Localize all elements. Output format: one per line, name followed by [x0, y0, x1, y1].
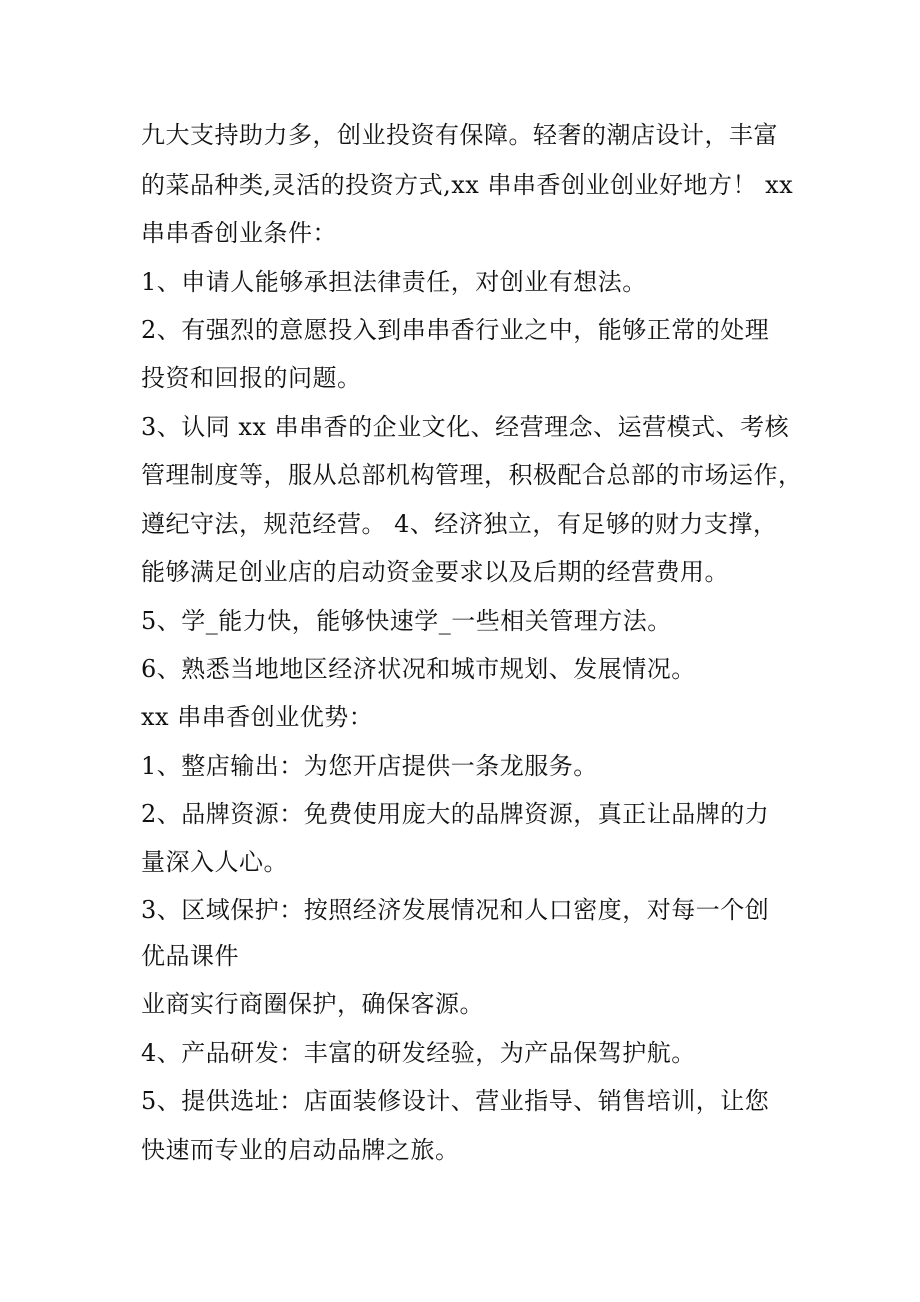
text-line: 串串香创业条件： [141, 219, 337, 247]
text-line: 6、熟悉当地地区经济状况和城市规划、发展情况。 [141, 655, 696, 683]
text-line: xx 串串香创业优势： [141, 703, 374, 731]
text-line: 2、有强烈的意愿投入到串串香行业之中，能够正常的处理 [141, 316, 770, 344]
footer-label: 优品课件 [141, 942, 239, 970]
text-line: 3、认同 xx 串串香的企业文化、经营理念、运营模式、考核 [141, 413, 790, 441]
text-line: 投资和回报的问题。 [141, 364, 362, 392]
text-line: 能够满足创业店的启动资金要求以及后期的经营费用。 [141, 558, 729, 586]
text-line: 快速而专业的启动品牌之旅。 [141, 1136, 460, 1164]
text-line: 1、整店输出：为您开店提供一条龙服务。 [141, 752, 598, 780]
text-line: 2、品牌资源：免费使用庞大的品牌资源，真正让品牌的力 [141, 800, 770, 828]
text-line: 遵纪守法，规范经营。 4、经济独立，有足够的财力支撑， [141, 510, 778, 538]
text-line: 4、产品研发：丰富的研发经验，为产品保驾护航。 [141, 1039, 696, 1067]
text-line: 量深入人心。 [141, 848, 288, 876]
text-line: 1、申请人能够承担法律责任，对创业有想法。 [141, 268, 647, 296]
text-line: 业商实行商圈保护，确保客源。 [141, 990, 484, 1018]
text-line: 5、学_能力快，能够快速学_一些相关管理方法。 [141, 607, 672, 635]
text-line: 3、区域保护：按照经济发展情况和人口密度，对每一个创 [141, 896, 770, 924]
text-line: 5、提供选址：店面装修设计、营业指导、销售培训，让您 [141, 1087, 770, 1115]
text-line: 九大支持助力多，创业投资有保障。轻奢的潮店设计，丰富 [141, 121, 778, 149]
text-line: 管理制度等，服从总部机构管理，积极配合总部的市场运作， [141, 461, 803, 489]
text-line: 的菜品种类,灵活的投资方式,xx 串串香创业创业好地方！ xx [141, 171, 794, 199]
